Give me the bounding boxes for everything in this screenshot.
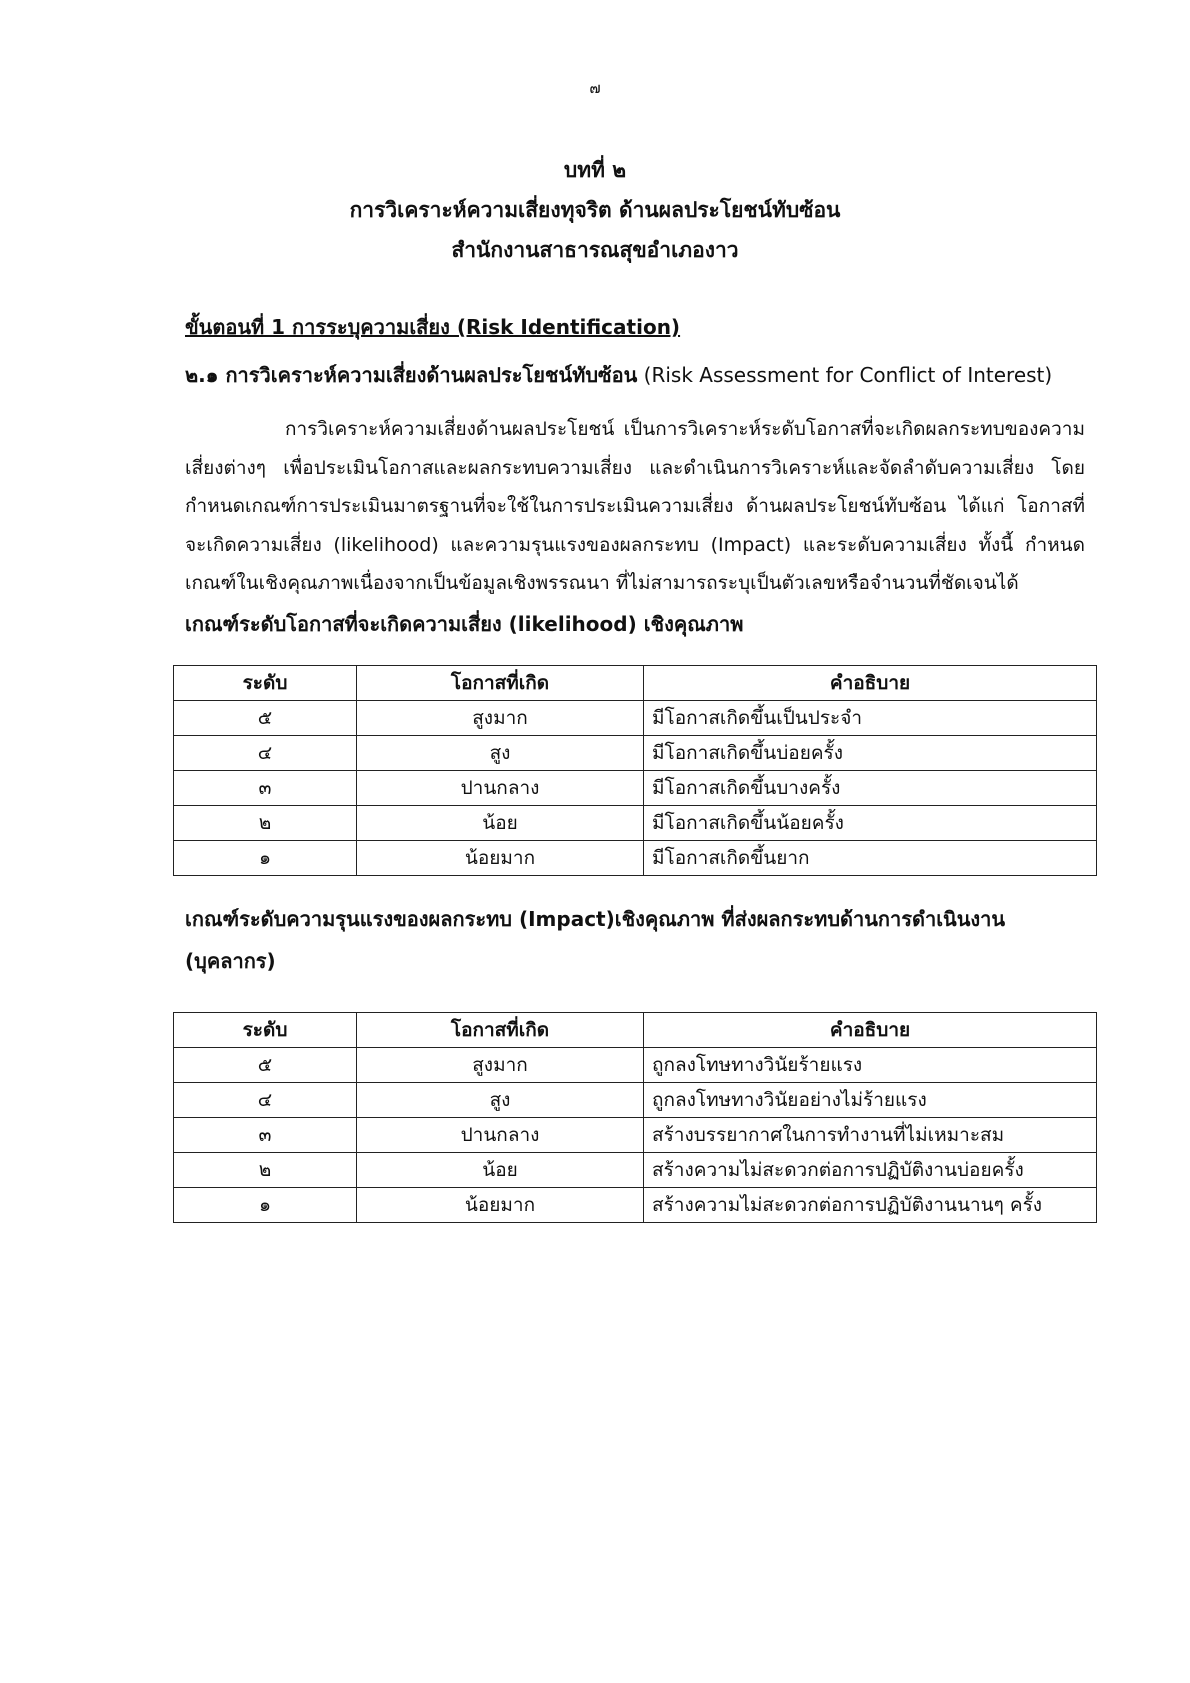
description-cell: สร้างบรรยากาศในการทำงานที่ไม่เหมาะสม: [644, 1117, 1097, 1152]
level-cell: ๒: [174, 1152, 357, 1187]
table-row: [174, 805, 1097, 840]
chance-cell: สูง: [357, 1082, 644, 1117]
likelihood-table: [173, 665, 1097, 876]
header-chance: โอกาสที่เกิด: [357, 665, 644, 700]
level-cell: ๓: [174, 770, 357, 805]
table-row: [174, 1152, 1097, 1187]
section-heading-thai: ๒.๑ การวิเคราะห์ความเสี่ยงด้านผลประโยชน์ทับซ้อน: [185, 363, 638, 387]
chance-cell: สูง: [357, 735, 644, 770]
table-row: [174, 1117, 1097, 1152]
description-cell: ถูกลงโทษทางวินัยร้ายแรง: [644, 1047, 1097, 1082]
table-row: [174, 1082, 1097, 1117]
table-row: [174, 1047, 1097, 1082]
description-cell: มีโอกาสเกิดขึ้นบางครั้ง: [644, 770, 1097, 805]
level-cell: ๓: [174, 1117, 357, 1152]
header-level: ระดับ: [174, 1012, 357, 1047]
chance-cell: น้อย: [357, 805, 644, 840]
description-cell: ถูกลงโทษทางวินัยอย่างไม่ร้ายแรง: [644, 1082, 1097, 1117]
description-cell: มีโอกาสเกิดขึ้นเป็นประจำ: [644, 700, 1097, 735]
chance-cell: สูงมาก: [357, 1047, 644, 1082]
header-level: ระดับ: [174, 665, 357, 700]
page-number: ๗: [589, 79, 601, 97]
description-cell: มีโอกาสเกิดขึ้นน้อยครั้ง: [644, 805, 1097, 840]
level-cell: ๑: [174, 1187, 357, 1222]
chance-cell: สูงมาก: [357, 700, 644, 735]
description-cell: สร้างความไม่สะดวกต่อการปฏิบัติงานบ่อยครั้ง: [644, 1152, 1097, 1187]
table-header-row: [174, 665, 1097, 700]
level-cell: ๕: [174, 1047, 357, 1082]
level-cell: ๔: [174, 1082, 357, 1117]
main-title: การวิเคราะห์ความเสี่ยงทุจริต ด้านผลประโยชน์ทับซ้อน: [349, 198, 841, 222]
title-block: [0, 150, 1190, 270]
chance-cell: น้อย: [357, 1152, 644, 1187]
document-body: [185, 312, 1085, 1223]
likelihood-table-caption: เกณฑ์ระดับโอกาสที่จะเกิดความเสี่ยง (likelihood) เชิงคุณภาพ: [185, 611, 744, 636]
level-cell: ๑: [174, 840, 357, 875]
table-row: [174, 700, 1097, 735]
level-cell: ๒: [174, 805, 357, 840]
table-row: [174, 770, 1097, 805]
table-row: [174, 1187, 1097, 1222]
chance-cell: ปานกลาง: [357, 770, 644, 805]
intro-paragraph: การวิเคราะห์ความเสี่ยงด้านผลประโยชน์ เป็นการวิเคราะห์ระดับโอกาสที่จะเกิดผลกระทบของความเสี่ยงต่างๆ เพื่อประเมินโอกาสและผลกระทบความเสี่ยง และดำเนินการวิเคราะห์และจัดลำดับความเสี่ยง โดยกำหนดเกณฑ์การประเมินมาตรฐานที่จะใช้ในการประเมินความเสี่ยง ด้านผลประโยชน์ทับซ้อน ได้แก่ โอกาสที่จะเกิดความเสี่ยง (likelihood) และความรุนแรงของผลกระทบ (Impact) และระดับความเสี่ยง ทั้งนี้ กำหนดเกณฑ์ในเชิงคุณภาพเนื่องจากเป็นข้อมูลเชิงพรรณนา ที่ไม่สามารถระบุเป็นตัวเลขหรือจำนวนที่ชัดเจนได้: [185, 418, 1085, 594]
table-header-row: [174, 1012, 1097, 1047]
header-description: คำอธิบาย: [644, 665, 1097, 700]
chapter-title: บทที่ ๒: [563, 158, 627, 182]
description-cell: มีโอกาสเกิดขึ้นบ่อยครั้ง: [644, 735, 1097, 770]
chance-cell: น้อยมาก: [357, 1187, 644, 1222]
chance-cell: ปานกลาง: [357, 1117, 644, 1152]
header-description: คำอธิบาย: [644, 1012, 1097, 1047]
table-row: [174, 840, 1097, 875]
section-heading-english: (Risk Assessment for Conflict of Interest): [637, 363, 1053, 387]
table-row: [174, 735, 1097, 770]
level-cell: ๕: [174, 700, 357, 735]
description-cell: สร้างความไม่สะดวกต่อการปฏิบัติงานนานๆ ครั้ง: [644, 1187, 1097, 1222]
level-cell: ๔: [174, 735, 357, 770]
section-heading: [185, 360, 1085, 390]
step-heading: ขั้นตอนที่ 1 การระบุความเสี่ยง (Risk Identification): [185, 315, 681, 339]
chance-cell: น้อยมาก: [357, 840, 644, 875]
office-title: สำนักงานสาธารณสุขอำเภองาว: [451, 238, 739, 262]
description-cell: มีโอกาสเกิดขึ้นยาก: [644, 840, 1097, 875]
impact-table: [173, 1012, 1097, 1223]
header-chance: โอกาสที่เกิด: [357, 1012, 644, 1047]
impact-table-caption: เกณฑ์ระดับความรุนแรงของผลกระทบ (Impact)เชิงคุณภาพ ที่ส่งผลกระทบด้านการดำเนินงาน (บุคลากร): [185, 906, 1006, 973]
